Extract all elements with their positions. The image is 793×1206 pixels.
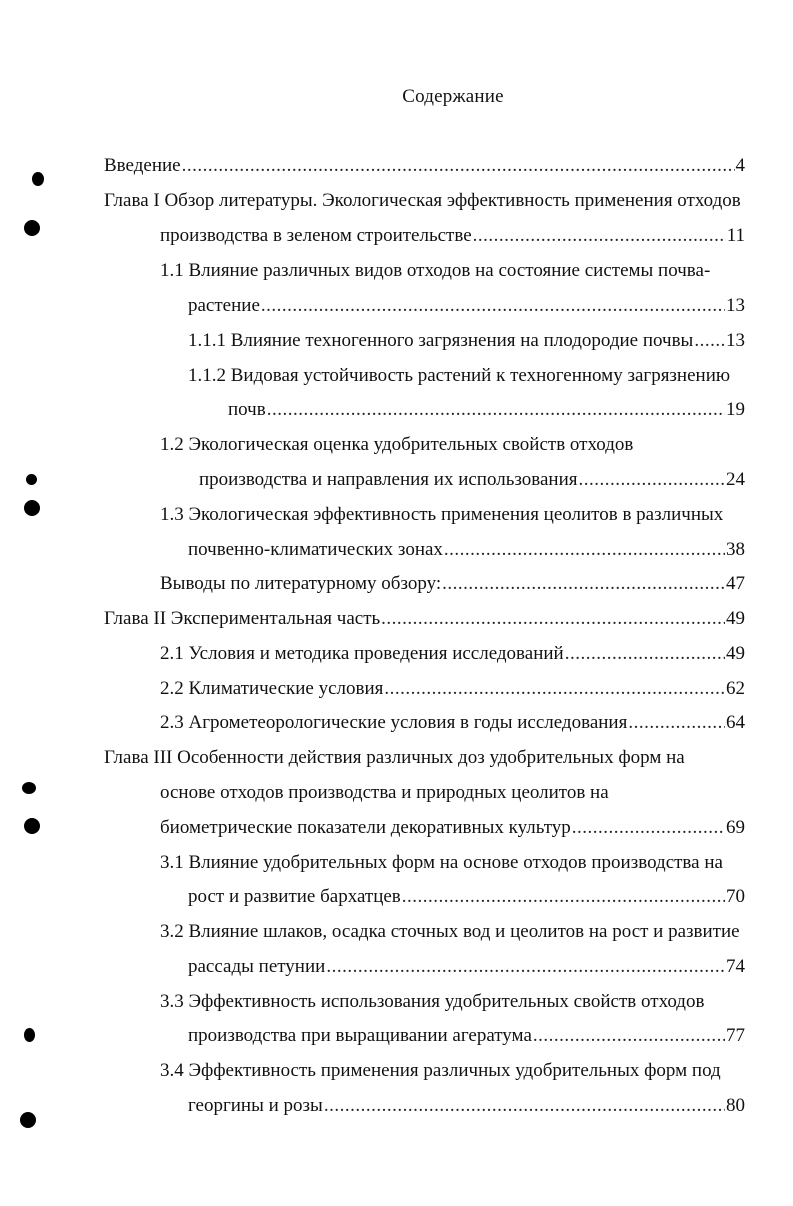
toc-entry-text: 1.1.1 Влияние техногенного загрязнения на плодородие почвы: [188, 330, 694, 351]
binder-hole-mark: [24, 1028, 35, 1042]
toc-entry-page: 62: [726, 678, 745, 699]
toc-leader-dots: [381, 607, 725, 631]
toc-leader-dots: [444, 538, 725, 562]
toc-entry-page: 13: [726, 295, 745, 316]
toc-entry-text: Введение: [104, 155, 181, 176]
binder-hole-mark: [32, 172, 44, 186]
page-title: Содержание: [402, 86, 504, 107]
toc-entry[interactable]: [160, 572, 745, 596]
toc-entry-text: производства в зеленом строительстве: [160, 225, 472, 246]
toc-leader-dots: [261, 294, 725, 318]
toc-entry-text: 2.2 Климатические условия: [160, 678, 384, 699]
toc-entry[interactable]: [160, 224, 745, 248]
toc-entry[interactable]: [104, 607, 745, 631]
toc-entry[interactable]: [188, 329, 745, 353]
toc-entry[interactable]: [228, 398, 745, 422]
binder-hole-mark: [24, 818, 40, 834]
toc-entry-page: 80: [726, 1095, 745, 1116]
toc-entry-page: 77: [726, 1025, 745, 1046]
toc-entry-text: производства при выращивании агератума: [188, 1025, 532, 1046]
toc-leader-dots: [267, 398, 725, 422]
toc-entry-text: почвенно-климатических зонах: [188, 539, 443, 560]
toc-entry[interactable]: 1.3 Экологическая эффективность применения цеолитов в различных: [160, 504, 724, 525]
binder-hole-mark: [24, 500, 40, 516]
toc-leader-dots: [473, 224, 726, 248]
binder-hole-mark: [26, 474, 37, 485]
toc-entry-page: 49: [726, 608, 745, 629]
toc-entry-text: Выводы по литературному обзору:: [160, 573, 442, 594]
toc-leader-dots: [384, 677, 725, 701]
toc-leader-dots: [182, 154, 735, 178]
binder-hole-mark: [24, 220, 40, 236]
toc-leader-dots: [533, 1024, 725, 1048]
toc-entry[interactable]: [188, 955, 745, 979]
binder-hole-mark: [22, 782, 36, 794]
toc-leader-dots: [628, 711, 725, 735]
toc-entry[interactable]: [104, 154, 745, 178]
toc-leader-dots: [442, 572, 725, 596]
toc-leader-dots: [565, 642, 725, 666]
toc-entry[interactable]: [160, 677, 745, 701]
toc-entry[interactable]: 3.1 Влияние удобрительных форм на основе отходов производства на: [160, 852, 723, 873]
toc-entry[interactable]: Глава III Особенности действия различных доз удобрительных форм на: [104, 747, 685, 768]
toc-leader-dots: [578, 468, 725, 492]
toc-entry-text: Глава II Экспериментальная часть: [104, 608, 381, 629]
toc-entry[interactable]: [199, 468, 745, 492]
toc-entry[interactable]: [160, 642, 745, 666]
toc-entry-text: растение: [188, 295, 260, 316]
toc-entry[interactable]: Глава I Обзор литературы. Экологическая эффективность применения отходов: [104, 190, 741, 211]
toc-entry[interactable]: [188, 538, 745, 562]
toc-entry[interactable]: 1.2 Экологическая оценка удобрительных свойств отходов: [160, 434, 634, 455]
toc-entry[interactable]: [160, 711, 745, 735]
toc-entry-text: почв: [228, 399, 266, 420]
toc-leader-dots: [572, 816, 725, 840]
toc-entry-text: рассады петунии: [188, 956, 326, 977]
toc-leader-dots: [402, 885, 725, 909]
toc-entry-page: 69: [726, 817, 745, 838]
binder-hole-mark: [20, 1112, 36, 1128]
toc-entry-page: 11: [726, 225, 745, 246]
toc-entry-page: 74: [726, 956, 745, 977]
toc-entry-text: 2.1 Условия и методика проведения исследований: [160, 643, 564, 664]
toc-entry-text: биометрические показатели декоративных культур: [160, 817, 571, 838]
toc-entry[interactable]: 1.1.2 Видовая устойчивость растений к техногенному загрязнению: [188, 365, 731, 386]
toc-entry-page: 38: [726, 539, 745, 560]
toc-entry-page: 4: [735, 155, 745, 176]
toc-entry-text: рост и развитие бархатцев: [188, 886, 401, 907]
toc-entry[interactable]: 1.1 Влияние различных видов отходов на состояние системы почва-: [160, 260, 711, 281]
toc-entry-page: 49: [726, 643, 745, 664]
toc-entry-text: производства и направления их использования: [199, 469, 578, 490]
toc-leader-dots: [324, 1094, 725, 1118]
toc-entry[interactable]: 3.3 Эффективность использования удобрительных свойств отходов: [160, 991, 705, 1012]
toc-entry-page: 24: [726, 469, 745, 490]
toc-entry[interactable]: 3.2 Влияние шлаков, осадка сточных вод и цеолитов на рост и развитие: [160, 921, 740, 942]
toc-entry[interactable]: [160, 816, 745, 840]
toc-entry-text: георгины и розы: [188, 1095, 323, 1116]
toc-entry-page: 70: [726, 886, 745, 907]
toc-entry[interactable]: 3.4 Эффективность применения различных удобрительных форм под: [160, 1060, 721, 1081]
toc-entry-page: 64: [726, 712, 745, 733]
toc-entry-page: 19: [726, 399, 745, 420]
toc-entry-page: 13: [726, 330, 745, 351]
toc-leader-dots: [694, 329, 725, 353]
toc-entry[interactable]: [188, 294, 745, 318]
toc-leader-dots: [326, 955, 725, 979]
toc-entry-text: 2.3 Агрометеорологические условия в годы исследования: [160, 712, 628, 733]
toc-entry[interactable]: [188, 1024, 745, 1048]
toc-entry-page: 47: [726, 573, 745, 594]
toc-entry[interactable]: [188, 1094, 745, 1118]
toc-entry[interactable]: [188, 885, 745, 909]
toc-entry[interactable]: основе отходов производства и природных цеолитов на: [160, 782, 609, 803]
